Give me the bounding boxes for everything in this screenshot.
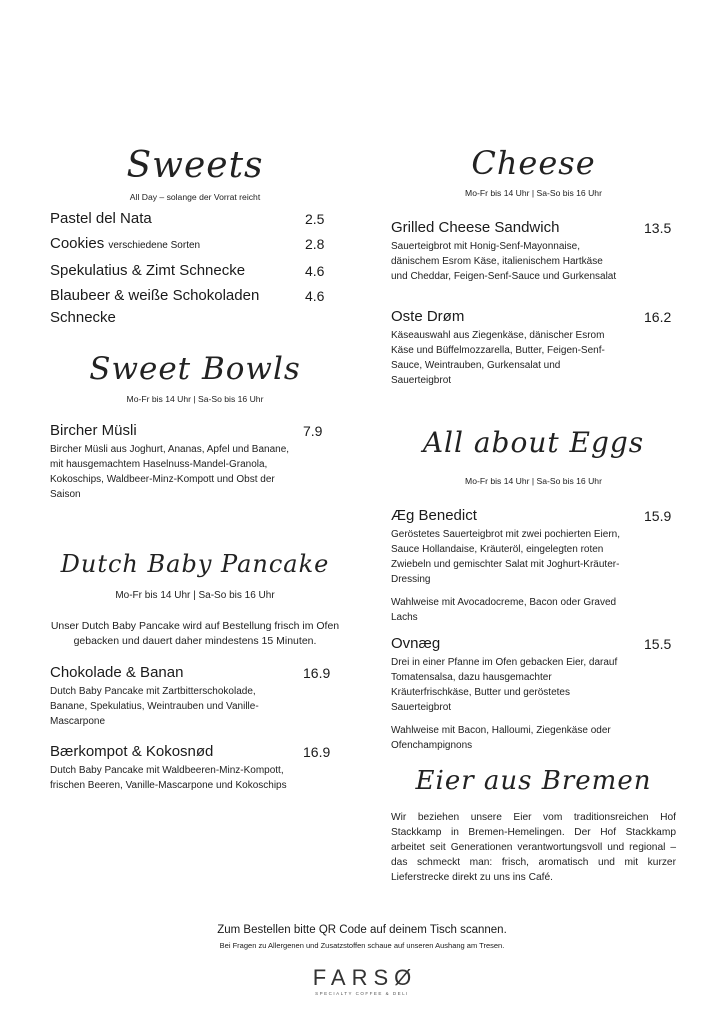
item-note: verschiedene Sorten bbox=[108, 240, 201, 251]
item-price: 2.8 bbox=[305, 236, 325, 252]
item-name: Oste Drøm bbox=[391, 308, 465, 325]
item-name: Cookies bbox=[50, 235, 105, 252]
item-price: 15.5 bbox=[644, 636, 672, 652]
item-name: Bircher Müsli bbox=[50, 422, 137, 439]
menu-item bbox=[50, 420, 340, 502]
item-price: 16.2 bbox=[644, 309, 672, 325]
footer-qr-text: Zum Bestellen bitte QR Code auf deinem Tisch scannen. bbox=[217, 924, 507, 936]
dutch-baby-list bbox=[50, 662, 340, 793]
item-price: 16.9 bbox=[303, 744, 331, 760]
menu-item bbox=[50, 260, 340, 282]
menu-item bbox=[391, 306, 676, 388]
sweets-heading: Sweets bbox=[126, 145, 264, 186]
eggs-subtitle: Mo-Fr bis 14 Uhr | Sa-So bis 16 Uhr bbox=[465, 476, 602, 486]
dutch-baby-section bbox=[50, 540, 340, 601]
menu-item bbox=[50, 741, 340, 793]
bremen-text-wrap bbox=[391, 810, 676, 885]
bremen-text: Wir beziehen unsere Eier vom traditionsreichen Hof Stackkamp in Bremen-Hemelingen. Der Hof Stackkamp arbeitet seit Generationen verantwortungsvoll und regional – das schmeckt man: frisch, aromatisch und mit kurzer Lieferstrecke direkt zu uns ins Café. bbox=[391, 812, 676, 883]
item-extra: Wahlweise mit Bacon, Halloumi, Ziegenkäse oder Ofenchampignons bbox=[391, 725, 611, 751]
footer-allergen-text: Bei Fragen zu Allergenen und Zusatzstoffen schaue auf unseren Aushang am Tresen. bbox=[219, 941, 505, 950]
sweets-list bbox=[50, 208, 340, 329]
footer bbox=[0, 922, 724, 996]
eggs-list bbox=[391, 505, 676, 753]
farso-tagline: SPECIALTY COFFEE & DELI bbox=[315, 991, 409, 996]
item-extra: Wahlweise mit Avocadocreme, Bacon oder Graved Lachs bbox=[391, 597, 617, 623]
item-description: Geröstetes Sauerteigbrot mit zwei pochierten Eiern, Sauce Hollandaise, Kräuteröl, eingelegten roten Zwiebeln und gemischter Salat mit Joghurt-Kräuter-Dressing bbox=[391, 529, 620, 585]
sweet-bowls-section bbox=[50, 346, 340, 404]
dutch-baby-subtitle: Mo-Fr bis 14 Uhr | Sa-So bis 16 Uhr bbox=[115, 590, 275, 601]
item-price: 7.9 bbox=[303, 423, 323, 439]
item-description: Dutch Baby Pancake mit Zartbitterschokolade, Banane, Spekulatius, Weintrauben und Vanille-Mascarpone bbox=[50, 686, 259, 727]
item-description: Bircher Müsli aus Joghurt, Ananas, Apfel und Banane, mit hausgemachtem Haselnuss-Mandel-Granola, Kokoschips, Waldbeer-Minz-Kompott und Obst der Saison bbox=[50, 444, 290, 500]
item-name: Bærkompot & Kokosnød bbox=[50, 743, 214, 760]
item-price: 4.6 bbox=[305, 288, 325, 304]
menu-item bbox=[391, 633, 676, 753]
item-name: Blaubeer & weiße Schokoladen Schnecke bbox=[50, 287, 260, 326]
menu-item bbox=[391, 505, 676, 625]
item-description: Käseauswahl aus Ziegenkäse, dänischer Esrom Käse und Büffelmozzarella, Butter, Feigen-Senf-Sauce, Weintrauben, Gurkensalat und Sauerteigbrot bbox=[391, 330, 605, 386]
item-price: 13.5 bbox=[644, 220, 672, 236]
sweets-subtitle: All Day – solange der Vorrat reicht bbox=[129, 192, 261, 202]
item-name: Æg Benedict bbox=[391, 507, 477, 524]
menu-item bbox=[50, 285, 340, 329]
item-description: Drei in einer Pfanne im Ofen gebacken Eier, darauf Tomatensalsa, dazu hausgemachter Kräuterfrischkäse, Butter und geröstetes Sauerteigbrot bbox=[391, 657, 618, 713]
bremen-heading: Eier aus Bremen bbox=[415, 766, 652, 796]
item-name: Chokolade & Banan bbox=[50, 664, 184, 681]
dutch-baby-heading: Dutch Baby Pancake bbox=[60, 550, 330, 578]
dutch-baby-intro: Unser Dutch Baby Pancake wird auf Bestellung frisch im Ofen gebacken und dauert daher mindestens 15 Minuten. bbox=[50, 620, 340, 647]
sweet-bowls-subtitle: Mo-Fr bis 14 Uhr | Sa-So bis 16 Uhr bbox=[126, 394, 264, 404]
item-price: 4.6 bbox=[305, 263, 325, 279]
farso-logo: FARSØ bbox=[312, 965, 418, 990]
eggs-section bbox=[391, 420, 676, 486]
cheese-section bbox=[391, 140, 676, 198]
item-description: Dutch Baby Pancake mit Waldbeeren-Minz-Kompott, frischen Beeren, Vanille-Mascarpone und Kokoschips bbox=[50, 765, 287, 791]
cheese-subtitle: Mo-Fr bis 14 Uhr | Sa-So bis 16 Uhr bbox=[465, 188, 602, 198]
sweet-bowls-heading: Sweet Bowls bbox=[89, 351, 301, 387]
dutch-baby-intro-wrap bbox=[50, 619, 340, 649]
item-price: 2.5 bbox=[305, 211, 325, 227]
sweet-bowls-list bbox=[50, 420, 340, 502]
menu-item bbox=[391, 217, 676, 284]
bremen-section bbox=[391, 758, 676, 804]
item-name: Pastel del Nata bbox=[50, 210, 152, 227]
item-name: Grilled Cheese Sandwich bbox=[391, 219, 560, 236]
eggs-heading: All about Eggs bbox=[422, 426, 645, 459]
item-price: 15.9 bbox=[644, 508, 672, 524]
item-name: Spekulatius & Zimt Schnecke bbox=[50, 262, 246, 279]
cheese-heading: Cheese bbox=[471, 144, 596, 182]
item-price: 16.9 bbox=[303, 665, 331, 681]
sweets-section bbox=[50, 142, 340, 202]
item-description: Sauerteigbrot mit Honig-Senf-Mayonnaise, dänischem Esrom Käse, italienischem Hartkäse und Cheddar, Feigen-Senf-Sauce und Gurkensalat bbox=[391, 241, 617, 282]
item-name: Ovnæg bbox=[391, 635, 441, 652]
menu-item bbox=[50, 208, 340, 230]
cheese-list bbox=[391, 217, 676, 388]
menu-item bbox=[50, 662, 340, 729]
menu-item bbox=[50, 233, 340, 257]
